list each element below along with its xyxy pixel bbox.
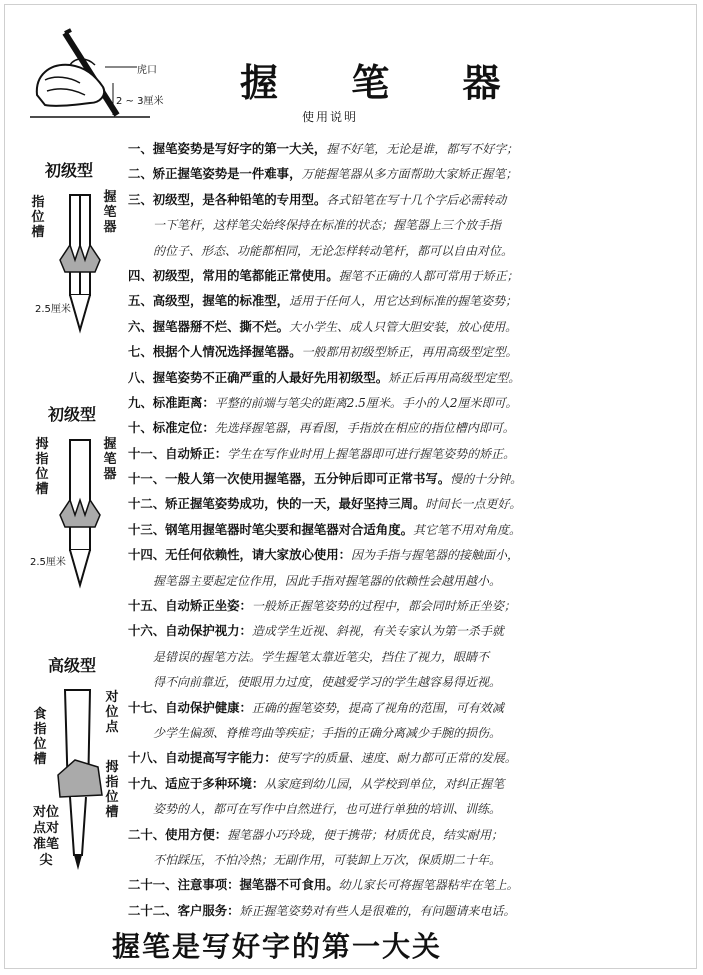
instruction-heading: 注意事项：握笔器不可食用。 (177, 877, 339, 893)
instruction-number: 九、 (128, 394, 153, 410)
instruction-line (128, 720, 693, 745)
instruction-number: 十、 (128, 420, 153, 436)
instruction-detail: 是错误的握笔方法。学生握笔太靠近笔尖，挡住了视力，眼睛不 (153, 649, 490, 664)
instruction-detail: 矫正后再用高级型定型。 (388, 370, 521, 385)
instruction-heading: 自动提高写字能力： (165, 750, 277, 766)
instruction-number: 八、 (128, 369, 153, 385)
instruction-heading: 一般人第一次使用握笔器，五分钟后即可正常书写。 (165, 471, 451, 487)
instruction-heading: 无任何依赖性，请大家放心使用： (165, 547, 352, 563)
instruction-line (128, 288, 693, 313)
instruction-line (128, 339, 693, 364)
distance-label: 2 ~ 3厘米 (116, 96, 164, 107)
instruction-heading: 矫正握笔姿势是一件难事， (152, 166, 302, 182)
instruction-detail: 平整的前端与笔尖的距离2.5厘米。手小的人2厘米即可。 (214, 395, 518, 410)
instruction-detail: 握笔器主要起定位作用，因此手指对握笔器的依赖性会越用越小。 (153, 573, 502, 588)
instruction-list (128, 136, 693, 923)
footer-slogan: 握笔是写好字的第一大关 (112, 930, 443, 963)
instruction-heading: 使用方便： (165, 826, 228, 842)
instruction-detail: 先选择握笔器，再看图，手指放在相应的指位槽内即可。 (214, 421, 515, 436)
instruction-number: 四、 (128, 267, 153, 283)
instruction-detail: 万能握笔器从多方面帮助大家矫正握笔； (301, 167, 518, 182)
instruction-heading: 适应于多种环境： (165, 775, 265, 791)
instruction-detail: 学生在写作业时用上握笔器即可进行握笔姿势的矫正。 (227, 446, 516, 461)
instruction-detail: 一下笔杆，这样笔尖始终保持在标准的状态；握笔器上三个放手指 (153, 218, 502, 233)
instruction-line (128, 898, 693, 923)
instruction-line (128, 593, 693, 618)
instruction-heading: 自动保护视力： (165, 623, 252, 639)
tiger-mouth-label: 虎口 (137, 65, 157, 76)
instruction-line (128, 822, 693, 847)
instruction-detail: 适用于任何人，用它达到标准的握笔姿势； (289, 294, 518, 309)
panel3-thumb-label: 拇指位槽 (105, 760, 119, 820)
panel1-distance: 2.5厘米 (35, 304, 71, 315)
pencil-grip-diagram-2 (55, 435, 105, 595)
instruction-number: 五、 (128, 293, 153, 309)
instruction-detail: 时间长一点更好。 (425, 497, 522, 512)
instruction-detail: 握不好笔，无论是谁，都写不好字； (326, 142, 519, 156)
instruction-detail: 少学生偏颈、脊椎弯曲等疾症；手指的正确分离减少手腕的损伤。 (153, 725, 502, 740)
panel3-align-label: 对位点 (105, 690, 119, 735)
instruction-detail: 幼儿家长可将握笔器粘牢在笔上。 (338, 878, 519, 893)
panel2-type-label: 初级型 (48, 405, 97, 424)
instruction-line (128, 161, 693, 186)
instruction-line (128, 136, 693, 161)
instruction-number: 十七、 (128, 699, 166, 715)
instruction-heading: 握笔器掰不烂、撕不烂。 (152, 318, 290, 334)
instruction-detail: 不怕踩压，不怕冷热；无副作用，可装卸上万次，保质期二十年。 (153, 852, 502, 867)
instruction-number: 三、 (128, 191, 153, 207)
instruction-line (128, 187, 693, 212)
panel3-finger-label: 食指位槽 (33, 707, 47, 767)
hand-illustration (25, 25, 155, 125)
instruction-line (128, 644, 693, 669)
instruction-detail: 一般矫正握笔姿势的过程中，都会同时矫正坐姿； (251, 599, 516, 614)
instruction-heading: 客户服务： (177, 902, 240, 918)
instruction-number: 二、 (128, 166, 153, 182)
instruction-detail: 造成学生近视、斜视，有关专家认为第一杀手就 (251, 624, 504, 639)
instruction-line (128, 669, 693, 694)
instruction-line (128, 238, 693, 263)
instruction-heading: 标准定位： (152, 420, 215, 436)
pencil-grip-diagram-1 (55, 190, 105, 340)
instruction-detail: 姿势的人，都可在写作中自然进行，也可进行单独的培训、训练。 (153, 802, 502, 817)
instruction-heading: 钢笔用握笔器时笔尖要和握笔器对合适角度。 (165, 521, 413, 537)
instruction-line (128, 491, 693, 516)
panel2-finger-label: 拇指位槽 (35, 437, 49, 497)
instruction-detail: 其它笔不用对角度。 (412, 522, 521, 537)
instruction-heading: 矫正握笔姿势成功，快的一天，最好坚持三周。 (165, 496, 426, 512)
instruction-heading: 高级型，握笔的标准型， (152, 293, 290, 309)
instruction-number: 二十二、 (128, 902, 178, 918)
instruction-detail: 的位子、形态、功能都相同，无论怎样转动笔杆，都可以自由对位。 (153, 243, 514, 258)
instruction-detail: 正确的握笔姿势，提高了视角的范围，可有效减 (251, 700, 504, 715)
instruction-detail: 各式铅笔在写十几个字后必需转动 (326, 192, 507, 207)
instruction-detail: 大小学生、成人只管大胆安装，放心使用。 (289, 319, 518, 334)
instruction-number: 十五、 (128, 598, 166, 614)
instruction-number: 七、 (128, 344, 153, 360)
instruction-detail: 一般都用初级型矫正，再用高级型定型。 (301, 345, 518, 360)
instruction-number: 十四、 (128, 547, 166, 563)
panel2-distance: 2.5厘米 (30, 557, 66, 568)
instruction-line (128, 263, 693, 288)
instruction-number: 十一、 (128, 471, 166, 487)
page-title: 握 笔 器 (240, 60, 531, 105)
instruction-detail: 因为手指与握笔器的接触面小， (351, 548, 520, 563)
instruction-line (128, 390, 693, 415)
instruction-heading: 标准距离： (152, 394, 215, 410)
panel3-type-label: 高级型 (48, 656, 97, 675)
panel2-grip-label: 握笔器 (103, 437, 117, 482)
instruction-number: 十六、 (128, 623, 166, 639)
instruction-line (128, 847, 693, 872)
instruction-detail: 使写字的质量、速度、耐力都可正常的发展。 (276, 751, 517, 766)
instruction-detail: 矫正握笔姿势对有些人是很难的，有问题请来电话。 (239, 903, 516, 918)
panel1-type-label: 初级型 (45, 161, 94, 180)
page-subtitle: 使用说明 (302, 110, 359, 124)
instruction-line (128, 872, 693, 897)
instruction-number: 一、 (128, 141, 153, 156)
instruction-number: 十三、 (128, 521, 166, 537)
instruction-line (128, 466, 693, 491)
instruction-line (128, 314, 693, 339)
instruction-number: 十八、 (128, 750, 166, 766)
instruction-line (128, 745, 693, 770)
instruction-number: 十一、 (128, 445, 166, 461)
instruction-number: 二十一、 (128, 877, 178, 893)
instruction-line (128, 771, 693, 796)
panel1-finger-label: 指位槽 (31, 195, 45, 240)
panel1-grip-label: 握笔器 (103, 190, 117, 235)
instruction-heading: 握笔姿势不正确严重的人最好先用初级型。 (152, 369, 389, 385)
instruction-line (128, 441, 693, 466)
instruction-line (128, 618, 693, 643)
instruction-line (128, 212, 693, 237)
instruction-line (128, 365, 693, 390)
instruction-line (128, 695, 693, 720)
instruction-number: 二十、 (128, 826, 166, 842)
instruction-line (128, 568, 693, 593)
instruction-line (128, 517, 693, 542)
instruction-number: 十九、 (128, 775, 166, 791)
instruction-heading: 自动矫正： (165, 445, 228, 461)
instruction-line (128, 542, 693, 567)
instruction-detail: 慢的十分钟。 (450, 472, 523, 487)
instruction-heading: 根据个人情况选择握笔器。 (152, 344, 302, 360)
instruction-heading: 初级型，是各种铅笔的专用型。 (152, 191, 327, 207)
instruction-detail: 从家庭到幼儿园，从学校到单位，对纠正握笔 (264, 776, 505, 791)
instruction-detail: 握笔器小巧玲珑，便于携带；材质优良，结实耐用； (227, 827, 504, 842)
instruction-detail: 握笔不正确的人都可常用于矫正； (338, 268, 519, 283)
panel3-tip-label: 对位点对准笔尖 (32, 805, 59, 868)
instruction-heading: 自动矫正坐姿： (165, 598, 252, 614)
pen-grip-diagram-3 (50, 685, 110, 885)
instruction-line (128, 415, 693, 440)
instruction-detail: 得不向前靠近，使眼用力过度，使越爱学习的学生越容易得近视。 (153, 675, 502, 690)
instruction-number: 六、 (128, 318, 153, 334)
instruction-heading: 初级型，常用的笔都能正常使用。 (152, 267, 339, 283)
instruction-line (128, 796, 693, 821)
instruction-heading: 握笔姿势是写好字的第一大关， (152, 141, 327, 156)
instruction-number: 十二、 (128, 496, 166, 512)
instruction-heading: 自动保护健康： (165, 699, 252, 715)
